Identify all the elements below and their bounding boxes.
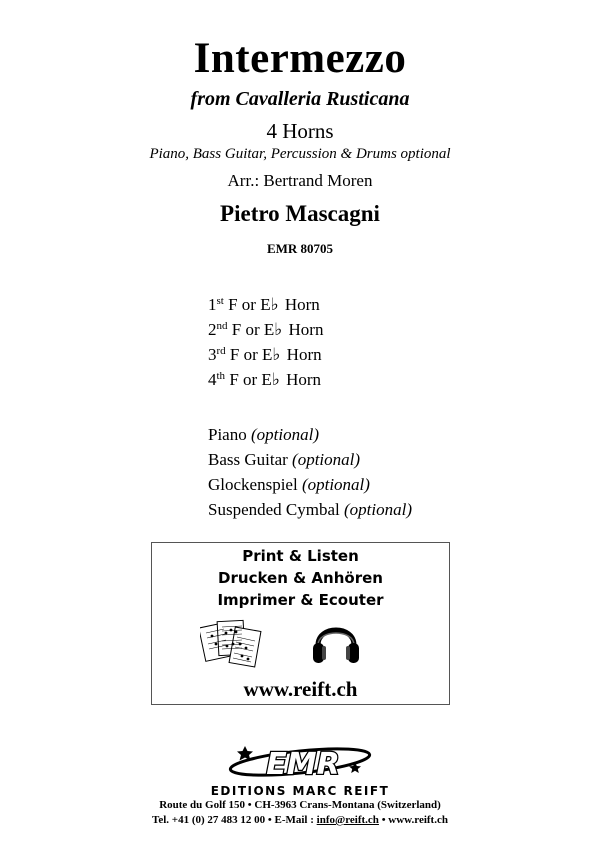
- flat-icon: ♭: [274, 320, 283, 339]
- part-instrument: Horn: [288, 320, 324, 339]
- horn-part-1: [208, 292, 538, 317]
- contact-phone: Tel. +41 (0) 27 483 12 00 • E-Mail :: [152, 814, 317, 826]
- print-listen-box: [151, 542, 450, 705]
- optional-part-glockenspiel: [208, 472, 538, 497]
- flat-icon: ♭: [270, 295, 279, 314]
- part-ordinal: nd: [216, 320, 228, 332]
- email-link[interactable]: info@reift.ch: [316, 814, 379, 826]
- part-name: Bass Guitar: [208, 450, 288, 469]
- part-ordinal: th: [216, 370, 226, 382]
- part-number: 2: [208, 320, 217, 339]
- subtitle: from Cavalleria Rusticana: [190, 88, 410, 110]
- horn-part-2: [208, 317, 538, 342]
- part-ordinal: st: [216, 295, 224, 307]
- part-number: 4: [208, 370, 217, 389]
- optional-part-bass-guitar: [208, 447, 538, 472]
- publisher-contact: [0, 814, 600, 826]
- promo-line-german: Drucken & Anhören: [218, 569, 383, 587]
- part-name: Glockenspiel: [208, 475, 298, 494]
- logo-text: EMR: [266, 747, 340, 782]
- horn-part-4: [208, 367, 538, 392]
- composer: Pietro Mascagni: [220, 201, 380, 226]
- flat-icon: ♭: [271, 370, 280, 389]
- optional-note: (optional): [344, 500, 412, 519]
- part-key: F or E: [231, 320, 275, 339]
- publisher-address: Route du Golf 150 • CH-3963 Crans-Montana (Switzerland): [159, 799, 441, 811]
- catalog-number: EMR 80705: [266, 241, 334, 256]
- optional-instruments-line: Piano, Bass Guitar, Percussion & Drums optional: [149, 146, 451, 162]
- sheet-music-icon: [200, 617, 262, 675]
- optional-part-cymbal: [208, 497, 538, 522]
- part-instrument: Horn: [286, 345, 322, 364]
- promo-line-english: Print & Listen: [242, 547, 359, 565]
- part-name: Piano: [208, 425, 247, 444]
- part-ordinal: rd: [216, 345, 226, 357]
- part-instrument: Horn: [284, 295, 320, 314]
- optional-note: (optional): [292, 450, 361, 469]
- optional-note: (optional): [301, 475, 370, 494]
- part-number: 3: [208, 345, 217, 364]
- part-name: Suspended Cymbal: [208, 500, 340, 519]
- arranger: Arr.: Bertrand Moren: [227, 171, 373, 190]
- page-title: Intermezzo: [193, 35, 407, 82]
- optional-parts-list: [208, 422, 538, 522]
- part-key: F or E: [228, 295, 271, 314]
- headphones-icon: [310, 615, 362, 667]
- website-link[interactable]: www.reift.ch: [243, 677, 358, 701]
- part-key: F or E: [229, 345, 273, 364]
- horn-part-3: [208, 342, 538, 367]
- contact-website[interactable]: • www.reift.ch: [378, 814, 448, 826]
- publisher-name: EDITIONS MARC REIFT: [210, 784, 390, 798]
- emr-logo: [205, 738, 395, 784]
- optional-part-piano: [208, 422, 538, 447]
- optional-note: (optional): [250, 425, 319, 444]
- horn-parts-list: [208, 292, 538, 392]
- part-number: 1: [208, 295, 217, 314]
- part-instrument: Horn: [286, 370, 322, 389]
- instrumentation: 4 Horns: [266, 119, 334, 143]
- promo-line-french: Imprimer & Ecouter: [217, 591, 384, 609]
- part-key: F or E: [229, 370, 272, 389]
- flat-icon: ♭: [272, 345, 281, 364]
